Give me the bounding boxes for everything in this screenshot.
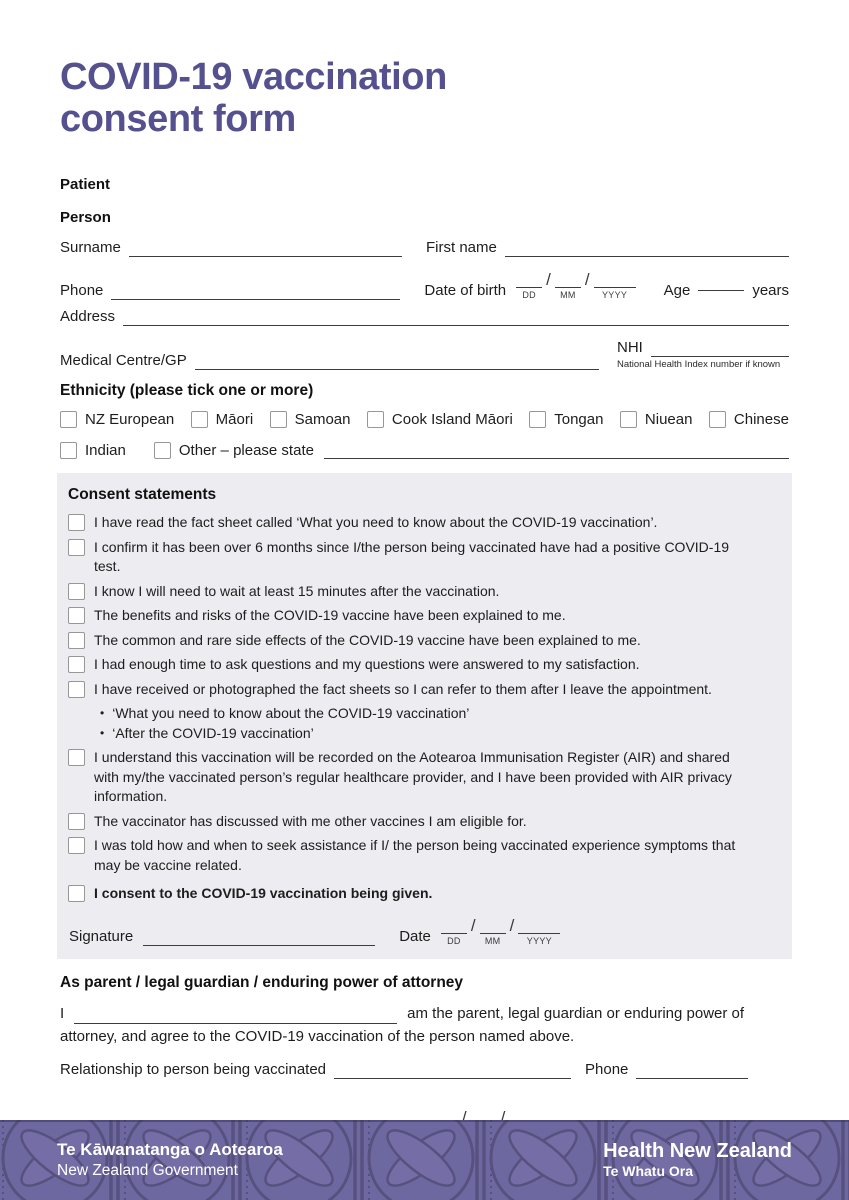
ethnicity-option-nz-european[interactable] <box>60 411 174 428</box>
dob-month-line[interactable] <box>555 275 581 288</box>
dob-year-line[interactable] <box>594 275 636 288</box>
consent-statement-row <box>68 606 778 626</box>
ethnicity-option-tongan[interactable] <box>529 411 603 428</box>
dob-input-group <box>516 270 635 300</box>
consent-checkbox-10[interactable] <box>68 837 85 854</box>
address-row <box>60 308 789 326</box>
date-slash <box>542 270 555 300</box>
nz-government-logo <box>57 1140 283 1180</box>
org-name: Health New Zealand <box>603 1139 792 1162</box>
age-label: Age <box>663 282 691 300</box>
checkbox-niuean[interactable] <box>620 411 637 428</box>
nhi-note: National Health Index number if known <box>617 359 781 371</box>
govt-sub: New Zealand Government <box>57 1161 238 1179</box>
consent-checkbox-5[interactable] <box>68 632 85 649</box>
nhi-label: NHI <box>617 339 643 357</box>
footer-banner <box>0 1120 849 1200</box>
ethnicity-option-label: Indian <box>85 442 126 460</box>
ethnicity-options-row2 <box>60 442 789 459</box>
consent-statement-row <box>68 538 778 577</box>
consent-statement-text: I have received or photographed the fact sheets so I can refer to them after I leave the appointment. <box>94 680 712 697</box>
consent-statement-text: The benefits and risks of the COVID-19 vaccine have been explained to me. <box>94 607 566 624</box>
consent-statement-row <box>68 655 778 675</box>
consent-statement-row <box>68 836 778 875</box>
checkbox-nz-european[interactable] <box>60 411 77 428</box>
consent-statement-text: The common and rare side effects of the COVID-19 vaccine have been explained to me. <box>94 631 641 648</box>
nhi-input-line[interactable] <box>651 342 789 357</box>
guardian-heading: As parent / legal guardian / enduring power of attorney <box>60 973 464 991</box>
ethnicity-option-label: Cook Island Māori <box>391 411 513 429</box>
consent-statement-text: I was told how and when to seek assistance if I/ the person being vaccinated experience symptoms that may be vaccine related. <box>94 837 736 873</box>
dob-month-label: MM <box>560 290 576 301</box>
consent-statement-row <box>68 582 778 602</box>
date-month-label: MM <box>484 935 501 946</box>
consent-heading: Consent statements <box>68 486 217 504</box>
checkbox-tongan[interactable] <box>529 411 546 428</box>
dob-year-label: YYYY <box>602 290 628 301</box>
dob-label: Date of birth <box>424 282 507 300</box>
ethnicity-option-other[interactable] <box>154 442 314 459</box>
guardian-declaration-line1: am the parent, legal guardian or enduring power of <box>407 1004 745 1022</box>
consent-checkbox-1[interactable] <box>68 514 85 531</box>
consent-checkbox-6[interactable] <box>68 656 85 673</box>
checkbox-other[interactable] <box>154 442 171 459</box>
name-row <box>60 239 789 257</box>
phone-label: Phone <box>60 282 104 300</box>
relationship-input-line[interactable] <box>334 1064 571 1079</box>
nhi-block <box>617 339 789 370</box>
relationship-row <box>60 1061 789 1079</box>
consent-statement-row <box>68 631 778 651</box>
checkbox-chinese[interactable] <box>709 411 726 428</box>
ethnicity-option-cook-island-maori[interactable] <box>367 411 513 428</box>
relationship-label: Relationship to person being vaccinated <box>60 1060 327 1078</box>
checkbox-maori[interactable] <box>191 411 208 428</box>
consent-date-input-group <box>441 916 560 946</box>
consent-date-year-line[interactable] <box>518 921 560 934</box>
ethnicity-other-label: Other – please state <box>178 442 314 460</box>
fact-sheet-bullet: • ‘After the COVID-19 vaccination’ <box>98 724 778 744</box>
guardian-name-input-line[interactable] <box>74 1009 397 1024</box>
first-name-input-line[interactable] <box>505 242 789 257</box>
ethnicity-option-label: Chinese <box>733 411 789 429</box>
surname-label: Surname <box>60 239 121 257</box>
ethnicity-option-niuean[interactable] <box>620 411 693 428</box>
consent-signature-input-line[interactable] <box>143 931 375 946</box>
consent-signature-row <box>68 916 778 946</box>
date-slash <box>581 270 594 300</box>
ethnicity-option-indian[interactable] <box>60 442 126 459</box>
consent-statement-text: I have read the fact sheet called ‘What you need to know about the COVID-19 vaccination’. <box>94 514 658 531</box>
guardian-declaration-line2: attorney, and agree to the COVID-19 vaccination of the person named above. <box>60 1027 575 1045</box>
guardian-declaration <box>60 1004 789 1046</box>
address-input-line[interactable] <box>123 311 789 326</box>
consent-checkbox-4[interactable] <box>68 607 85 624</box>
checkbox-samoan[interactable] <box>270 411 287 428</box>
age-input-line[interactable] <box>698 276 744 291</box>
address-label: Address <box>60 308 116 326</box>
fact-sheet-bullets <box>98 704 778 743</box>
dob-day-line[interactable] <box>516 275 542 288</box>
phone-dob-row <box>60 270 789 300</box>
consent-checkbox-11[interactable] <box>68 885 85 902</box>
fact-sheet-bullet: • ‘What you need to know about the COVID-19 vaccination’ <box>98 704 778 724</box>
consent-statements-box <box>57 473 792 959</box>
consent-statement-text: I had enough time to ask questions and my questions were answered to my satisfaction. <box>94 656 640 673</box>
first-name-label: First name <box>426 239 497 257</box>
ethnicity-options-row1 <box>60 411 789 428</box>
guardian-i-label: I <box>60 1004 65 1022</box>
ethnicity-option-label: Samoan <box>294 411 351 429</box>
consent-checkbox-2[interactable] <box>68 539 85 556</box>
page-title-line2: consent form <box>60 98 296 141</box>
consent-date-label: Date <box>399 927 431 945</box>
guardian-phone-label: Phone <box>585 1060 629 1078</box>
consent-statement-row <box>68 680 778 700</box>
ethnicity-option-maori[interactable] <box>191 411 254 428</box>
consent-statement-text: I understand this vaccination will be recorded on the Aotearoa Immunisation Register (AIR) and shared with my/the vaccinated person’s regular healthcare provider, and I have been provided with AIR privacy information. <box>94 749 732 805</box>
consent-statement-row <box>68 884 778 904</box>
govt-name: Te Kāwanatanga o Aotearoa <box>57 1140 283 1160</box>
org-sub: Te Whatu Ora <box>603 1162 694 1179</box>
consent-statement-text: I know I will need to wait at least 15 minutes after the vaccination. <box>94 582 500 599</box>
ethnicity-option-chinese[interactable] <box>709 411 789 428</box>
footer-text <box>0 1120 849 1200</box>
consent-checkbox-3[interactable] <box>68 583 85 600</box>
consent-checkbox-8[interactable] <box>68 749 85 766</box>
patient-heading: Patient <box>60 176 111 194</box>
person-heading: Person <box>60 209 111 227</box>
consent-statement-text: The vaccinator has discussed with me other vaccines I am eligible for. <box>94 812 527 829</box>
date-year-label: YYYY <box>526 935 552 946</box>
consent-date-month-line[interactable] <box>480 921 506 934</box>
ethnicity-option-samoan[interactable] <box>270 411 351 428</box>
consent-statement-row <box>68 748 778 807</box>
page-title <box>60 0 789 140</box>
consent-statement-row <box>68 812 778 832</box>
date-day-label: DD <box>447 935 461 946</box>
checkbox-cook-island-maori[interactable] <box>367 411 384 428</box>
ethnicity-option-label: Tongan <box>554 411 604 429</box>
date-slash <box>467 916 480 946</box>
ethnicity-other-input-line[interactable] <box>324 444 789 459</box>
medical-centre-row <box>60 339 789 370</box>
health-nz-logo <box>603 1140 792 1180</box>
dob-day-label: DD <box>522 290 536 301</box>
consent-signature-label: Signature <box>69 927 134 945</box>
surname-input-line[interactable] <box>129 242 402 257</box>
consent-checkbox-7[interactable] <box>68 681 85 698</box>
date-slash <box>506 916 519 946</box>
guardian-phone-input-line[interactable] <box>636 1064 748 1079</box>
years-label: years <box>752 282 789 300</box>
ethnicity-option-label: NZ European <box>85 411 175 429</box>
ethnicity-option-label: Māori <box>215 411 254 429</box>
ethnicity-heading: Ethnicity (please tick one or more) <box>60 382 314 400</box>
medical-centre-input-line[interactable] <box>195 355 599 370</box>
ethnicity-option-label: Niuean <box>644 411 693 429</box>
checkbox-indian[interactable] <box>60 442 77 459</box>
consent-checkbox-9[interactable] <box>68 813 85 830</box>
medical-centre-label: Medical Centre/GP <box>60 352 187 370</box>
page-title-line1: COVID-19 vaccination <box>60 56 447 98</box>
consent-statement-text: I confirm it has been over 6 months since I/the person being vaccinated have had a positive COVID-19 test. <box>94 538 730 575</box>
consent-date-day-line[interactable] <box>441 921 467 934</box>
consent-final-statement-text: I consent to the COVID-19 vaccination being given. <box>94 885 433 902</box>
consent-statement-row <box>68 513 778 533</box>
phone-input-line[interactable] <box>111 285 400 300</box>
